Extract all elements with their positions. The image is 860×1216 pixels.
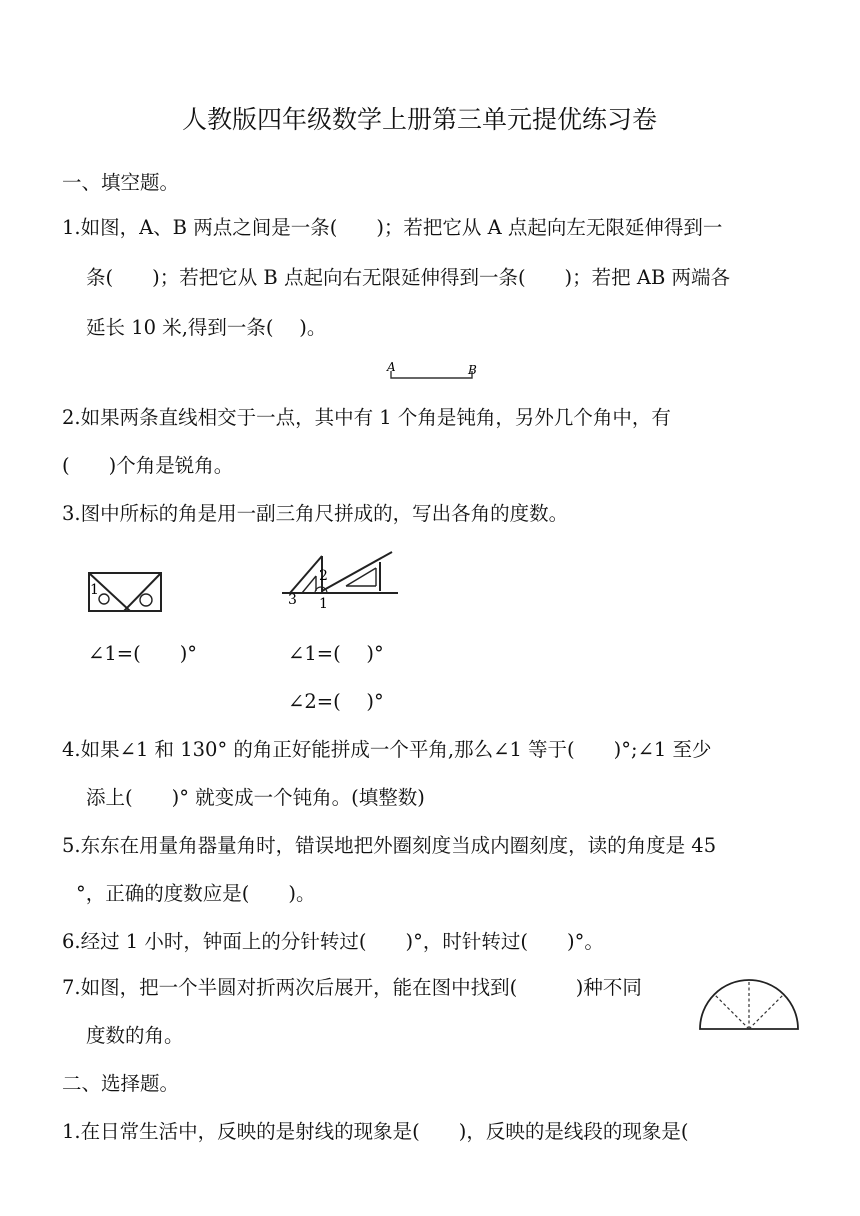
question-7-line-1: 7.如图，把一个半圆对折两次后展开，能在图中找到( )种不同: [62, 976, 642, 999]
point-b-label: B: [468, 363, 477, 377]
question-2-line-2: ( )个角是锐角。: [62, 454, 234, 477]
angle-1-label: 1: [90, 582, 99, 598]
question-4-line-1: 4.如果∠1 和 130° 的角正好能拼成一个平角,那么∠1 等于( )°;∠1 至少: [62, 738, 712, 761]
triangle-set-figure-1: [84, 562, 166, 616]
folded-semicircle-figure: [698, 977, 800, 1031]
point-a-label: A: [387, 360, 396, 374]
angle-1-label: 1: [319, 596, 328, 612]
question-7-line-2: 度数的角。: [86, 1024, 184, 1047]
section-heading: 二、选择题。: [62, 1072, 180, 1095]
segment-ab-figure: [384, 360, 484, 384]
question-3-line-1: 3.图中所标的角是用一副三角尺拼成的，写出各角的度数。: [62, 502, 569, 525]
triangle-set-figure-2: [282, 546, 400, 612]
question-1-line-2: 条( )；若把它从 B 点起向右无限延伸得到一条( )；若把 AB 两端各: [86, 266, 730, 289]
angle-3-label: 3: [288, 592, 297, 608]
choice-question-1-line-1: 1.在日常生活中，反映的是射线的现象是( )，反映的是线段的现象是(: [62, 1120, 689, 1143]
question-4-line-2: 添上( )° 就变成一个钝角。(填整数): [86, 786, 425, 809]
question-1-line-3: 延长 10 米,得到一条( )。: [86, 316, 327, 339]
angle-2-label: 2: [319, 568, 328, 584]
answer-right-angle-1: ∠1=( )°: [288, 642, 384, 665]
question-2-line-1: 2.如果两条直线相交于一点，其中有 1 个角是钝角，另外几个角中，有: [62, 406, 671, 429]
page-title: 人教版四年级数学上册第三单元提优练习卷: [182, 105, 658, 134]
answer-left-angle-1: ∠1=( )°: [88, 642, 198, 665]
question-5-line-2: °，正确的度数应是( )。: [76, 882, 316, 905]
section-heading: 一、填空题。: [62, 171, 180, 194]
question-5-line-1: 5.东东在用量角器量角时，错误地把外圈刻度当成内圈刻度，读的角度是 45: [62, 834, 717, 857]
question-6-line-1: 6.经过 1 小时，钟面上的分针转过( )°，时针转过( )°。: [62, 930, 604, 953]
answer-right-angle-2: ∠2=( )°: [288, 690, 384, 713]
question-1-line-1: 1.如图，A、B 两点之间是一条( )；若把它从 A 点起向左无限延伸得到一: [62, 216, 723, 239]
